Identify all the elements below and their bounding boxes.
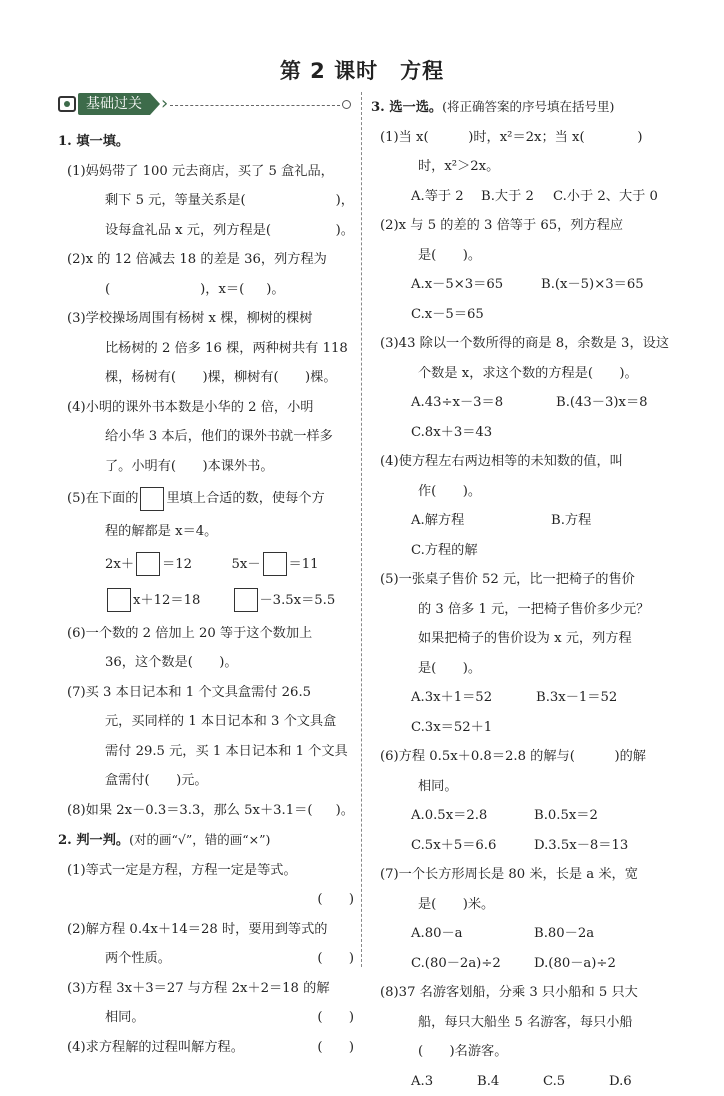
option-a[interactable]: A.0.5x＝2.8: [411, 801, 534, 831]
lesson-number: 第 2 课时: [280, 59, 378, 83]
judge-q3-line2: 相同。 ( ): [58, 1003, 358, 1033]
q1-line3: 设每盒礼品 x 元，列方程是( )。: [58, 216, 358, 246]
section-banner: [58, 93, 351, 115]
camera-icon: [58, 96, 76, 112]
option-a[interactable]: A.等于 2: [411, 182, 481, 212]
choice-q5-options-row2: [371, 713, 671, 743]
option-a[interactable]: A.80－a: [411, 919, 534, 949]
option-d[interactable]: D.3.5x－8＝13: [534, 831, 628, 861]
choice-q1: (1)当 x( )时，x²＝2x；当 x( ): [371, 123, 671, 153]
option-c[interactable]: C.(80－2a)÷2: [411, 949, 534, 979]
q2-text: (2)x 的 12 倍减去 18 的差是 36，列方程为: [58, 245, 358, 275]
option-b[interactable]: B.4: [477, 1067, 543, 1096]
choice-q4-line2: 作( )。: [371, 477, 671, 507]
choice-q6-options-row2: [371, 831, 671, 861]
q5-equations-row2: x＋12＝18 －3.5x＝5.5: [58, 583, 358, 619]
q5-equations-row1: 2x＋ ＝12 5x－ ＝11: [58, 547, 358, 583]
judge-q2-line2: 两个性质。 ( ): [58, 944, 358, 974]
section3-heading: 3. 选一选。(将正确答案的序号填在括号里): [371, 92, 671, 123]
choice-q6-options: [371, 801, 671, 831]
left-column: [58, 127, 358, 1062]
choice-q5-line3: 如果把椅子的售价设为 x 元，列方程: [371, 624, 671, 654]
page-title: [0, 55, 724, 85]
column-divider: [361, 92, 362, 967]
judge-q4-answer[interactable]: ( ): [317, 1033, 354, 1063]
choice-q1-options: [371, 182, 671, 212]
banner-arrow-icon: [150, 93, 160, 115]
judge-q2: (2)解方程 0.4x＋14＝28 时，要用到等式的: [58, 915, 358, 945]
section1-heading: 1. 填一填。: [58, 127, 358, 157]
option-c[interactable]: C.5x＋5＝6.6: [411, 831, 534, 861]
choice-q2-options-row2: [371, 300, 671, 330]
q4-line3: 了。小明有( )本课外书。: [58, 452, 358, 482]
judge-q4: (4)求方程解的过程叫解方程。 ( ): [58, 1033, 358, 1063]
option-b[interactable]: B.方程: [551, 506, 591, 536]
choice-q4-options-row2: [371, 536, 671, 566]
choice-q8-options: [371, 1067, 671, 1096]
choice-q3-options: [371, 388, 671, 418]
answer-box[interactable]: [263, 552, 287, 576]
choice-q5-line2: 的 3 倍多 1 元，一把椅子售价多少元？: [371, 595, 671, 625]
option-a[interactable]: A.43÷x－3＝8: [411, 388, 556, 418]
judge-q1: (1)等式一定是方程，方程一定是等式。: [58, 856, 358, 886]
lesson-topic: 方程: [400, 59, 444, 83]
option-b[interactable]: B.0.5x＝2: [534, 801, 598, 831]
option-c[interactable]: C.8x＋3＝43: [411, 418, 492, 448]
q1-line2: 剩下 5 元，等量关系是( )，: [58, 186, 358, 216]
option-c[interactable]: C.5: [543, 1067, 609, 1096]
option-d[interactable]: D.(80－a)÷2: [534, 949, 616, 979]
choice-q5: (5)一张桌子售价 52 元，比一把椅子的售价: [371, 565, 671, 595]
q3-text: (3)学校操场周围有杨树 x 棵，柳树的棵树: [58, 304, 358, 334]
answer-box: [140, 487, 164, 511]
choice-q3-line2: 个数是 x，求这个数的方程是( )。: [371, 359, 671, 389]
choice-q8-line2: 船，每只大船坐 5 名游客，每只小船: [371, 1008, 671, 1038]
q7-text: (7)买 3 本日记本和 1 个文具盒需付 26.5: [58, 678, 358, 708]
option-a[interactable]: A.解方程: [411, 506, 551, 536]
right-column: [371, 92, 671, 1096]
choice-q7-line2: 是( )米。: [371, 890, 671, 920]
q4-line2: 给小华 3 本后，他们的课外书就一样多: [58, 422, 358, 452]
q4-text: (4)小明的课外书本数是小华的 2 倍，小明: [58, 393, 358, 423]
option-b[interactable]: B.80－2a: [534, 919, 594, 949]
q3-line3: 棵，杨树有( )棵，柳树有( )棵。: [58, 363, 358, 393]
q3-line2: 比杨树的 2 倍多 16 棵，两种树共有 118: [58, 334, 358, 364]
q7-line2: 元，买同样的 1 本日记本和 3 个文具盒: [58, 707, 358, 737]
option-a[interactable]: A.3x＋1＝52: [411, 683, 536, 713]
option-b[interactable]: B.3x－1＝52: [536, 683, 617, 713]
judge-q3: (3)方程 3x＋3＝27 与方程 2x＋2＝18 的解: [58, 974, 358, 1004]
judge-q2-answer[interactable]: ( ): [317, 944, 354, 974]
option-c[interactable]: C.方程的解: [411, 536, 478, 566]
choice-q8: (8)37 名游客划船，分乘 3 只小船和 5 只大: [371, 978, 671, 1008]
section2-heading: 2. 判一判。(对的画“√”，错的画“×”): [58, 825, 358, 856]
q8-text: (8)如果 2x－0.3＝3.3，那么 5x＋3.1＝( )。: [58, 796, 358, 826]
banner-label: 基础过关: [78, 93, 150, 115]
option-c[interactable]: C.小于 2、大于 0: [553, 182, 658, 212]
q5-line2: 程的解都是 x＝4。: [58, 517, 358, 547]
choice-q4: (4)使方程左右两边相等的未知数的值，叫: [371, 447, 671, 477]
q7-line4: 盒需付( )元。: [58, 766, 358, 796]
dotted-rule: [170, 105, 340, 106]
choice-q3: (3)43 除以一个数所得的商是 8，余数是 3，设这: [371, 329, 671, 359]
q5-text: (5)在下面的 里填上合适的数，使每个方: [58, 481, 358, 517]
q2-line2: ( )，x＝( )。: [58, 275, 358, 305]
option-d[interactable]: D.6: [609, 1067, 632, 1096]
option-a[interactable]: A.x－5×3＝65: [411, 270, 541, 300]
circle-end-icon: [342, 100, 351, 109]
option-c[interactable]: C.3x＝52＋1: [411, 713, 492, 743]
option-a[interactable]: A.3: [411, 1067, 477, 1096]
choice-q6-line2: 相同。: [371, 772, 671, 802]
choice-q7-options-row2: [371, 949, 671, 979]
q1-text: (1)妈妈带了 100 元去商店，买了 5 盒礼品，: [58, 157, 358, 187]
q6-text: (6)一个数的 2 倍加上 20 等于这个数加上: [58, 619, 358, 649]
choice-q7: (7)一个长方形周长是 80 米，长是 a 米，宽: [371, 860, 671, 890]
option-b[interactable]: B.(43－3)x＝8: [556, 388, 648, 418]
option-b[interactable]: B.(x－5)×3＝65: [541, 270, 644, 300]
choice-q5-line4: 是( )。: [371, 654, 671, 684]
choice-q7-options: [371, 919, 671, 949]
choice-q1-line2: 时，x²＞2x。: [371, 152, 671, 182]
choice-q5-options: [371, 683, 671, 713]
chevron-right-icon: ›: [161, 94, 168, 114]
judge-q1-answer[interactable]: ( ): [58, 885, 358, 915]
choice-q8-line3: ( )名游客。: [371, 1037, 671, 1067]
choice-q2: (2)x 与 5 的差的 3 倍等于 65，列方程应: [371, 211, 671, 241]
q7-line3: 需付 29.5 元，买 1 本日记本和 1 个文具: [58, 737, 358, 767]
answer-box[interactable]: [136, 552, 160, 576]
option-c[interactable]: C.x－5＝65: [411, 300, 484, 330]
choice-q3-options-row2: [371, 418, 671, 448]
option-b[interactable]: B.大于 2: [481, 182, 553, 212]
answer-box[interactable]: [107, 588, 131, 612]
judge-q3-answer[interactable]: ( ): [317, 1003, 354, 1033]
choice-q2-options: [371, 270, 671, 300]
choice-q2-line2: 是( )。: [371, 241, 671, 271]
answer-box[interactable]: [234, 588, 258, 612]
choice-q6: (6)方程 0.5x＋0.8＝2.8 的解与( )的解: [371, 742, 671, 772]
choice-q4-options: [371, 506, 671, 536]
q6-line2: 36，这个数是( )。: [58, 648, 358, 678]
